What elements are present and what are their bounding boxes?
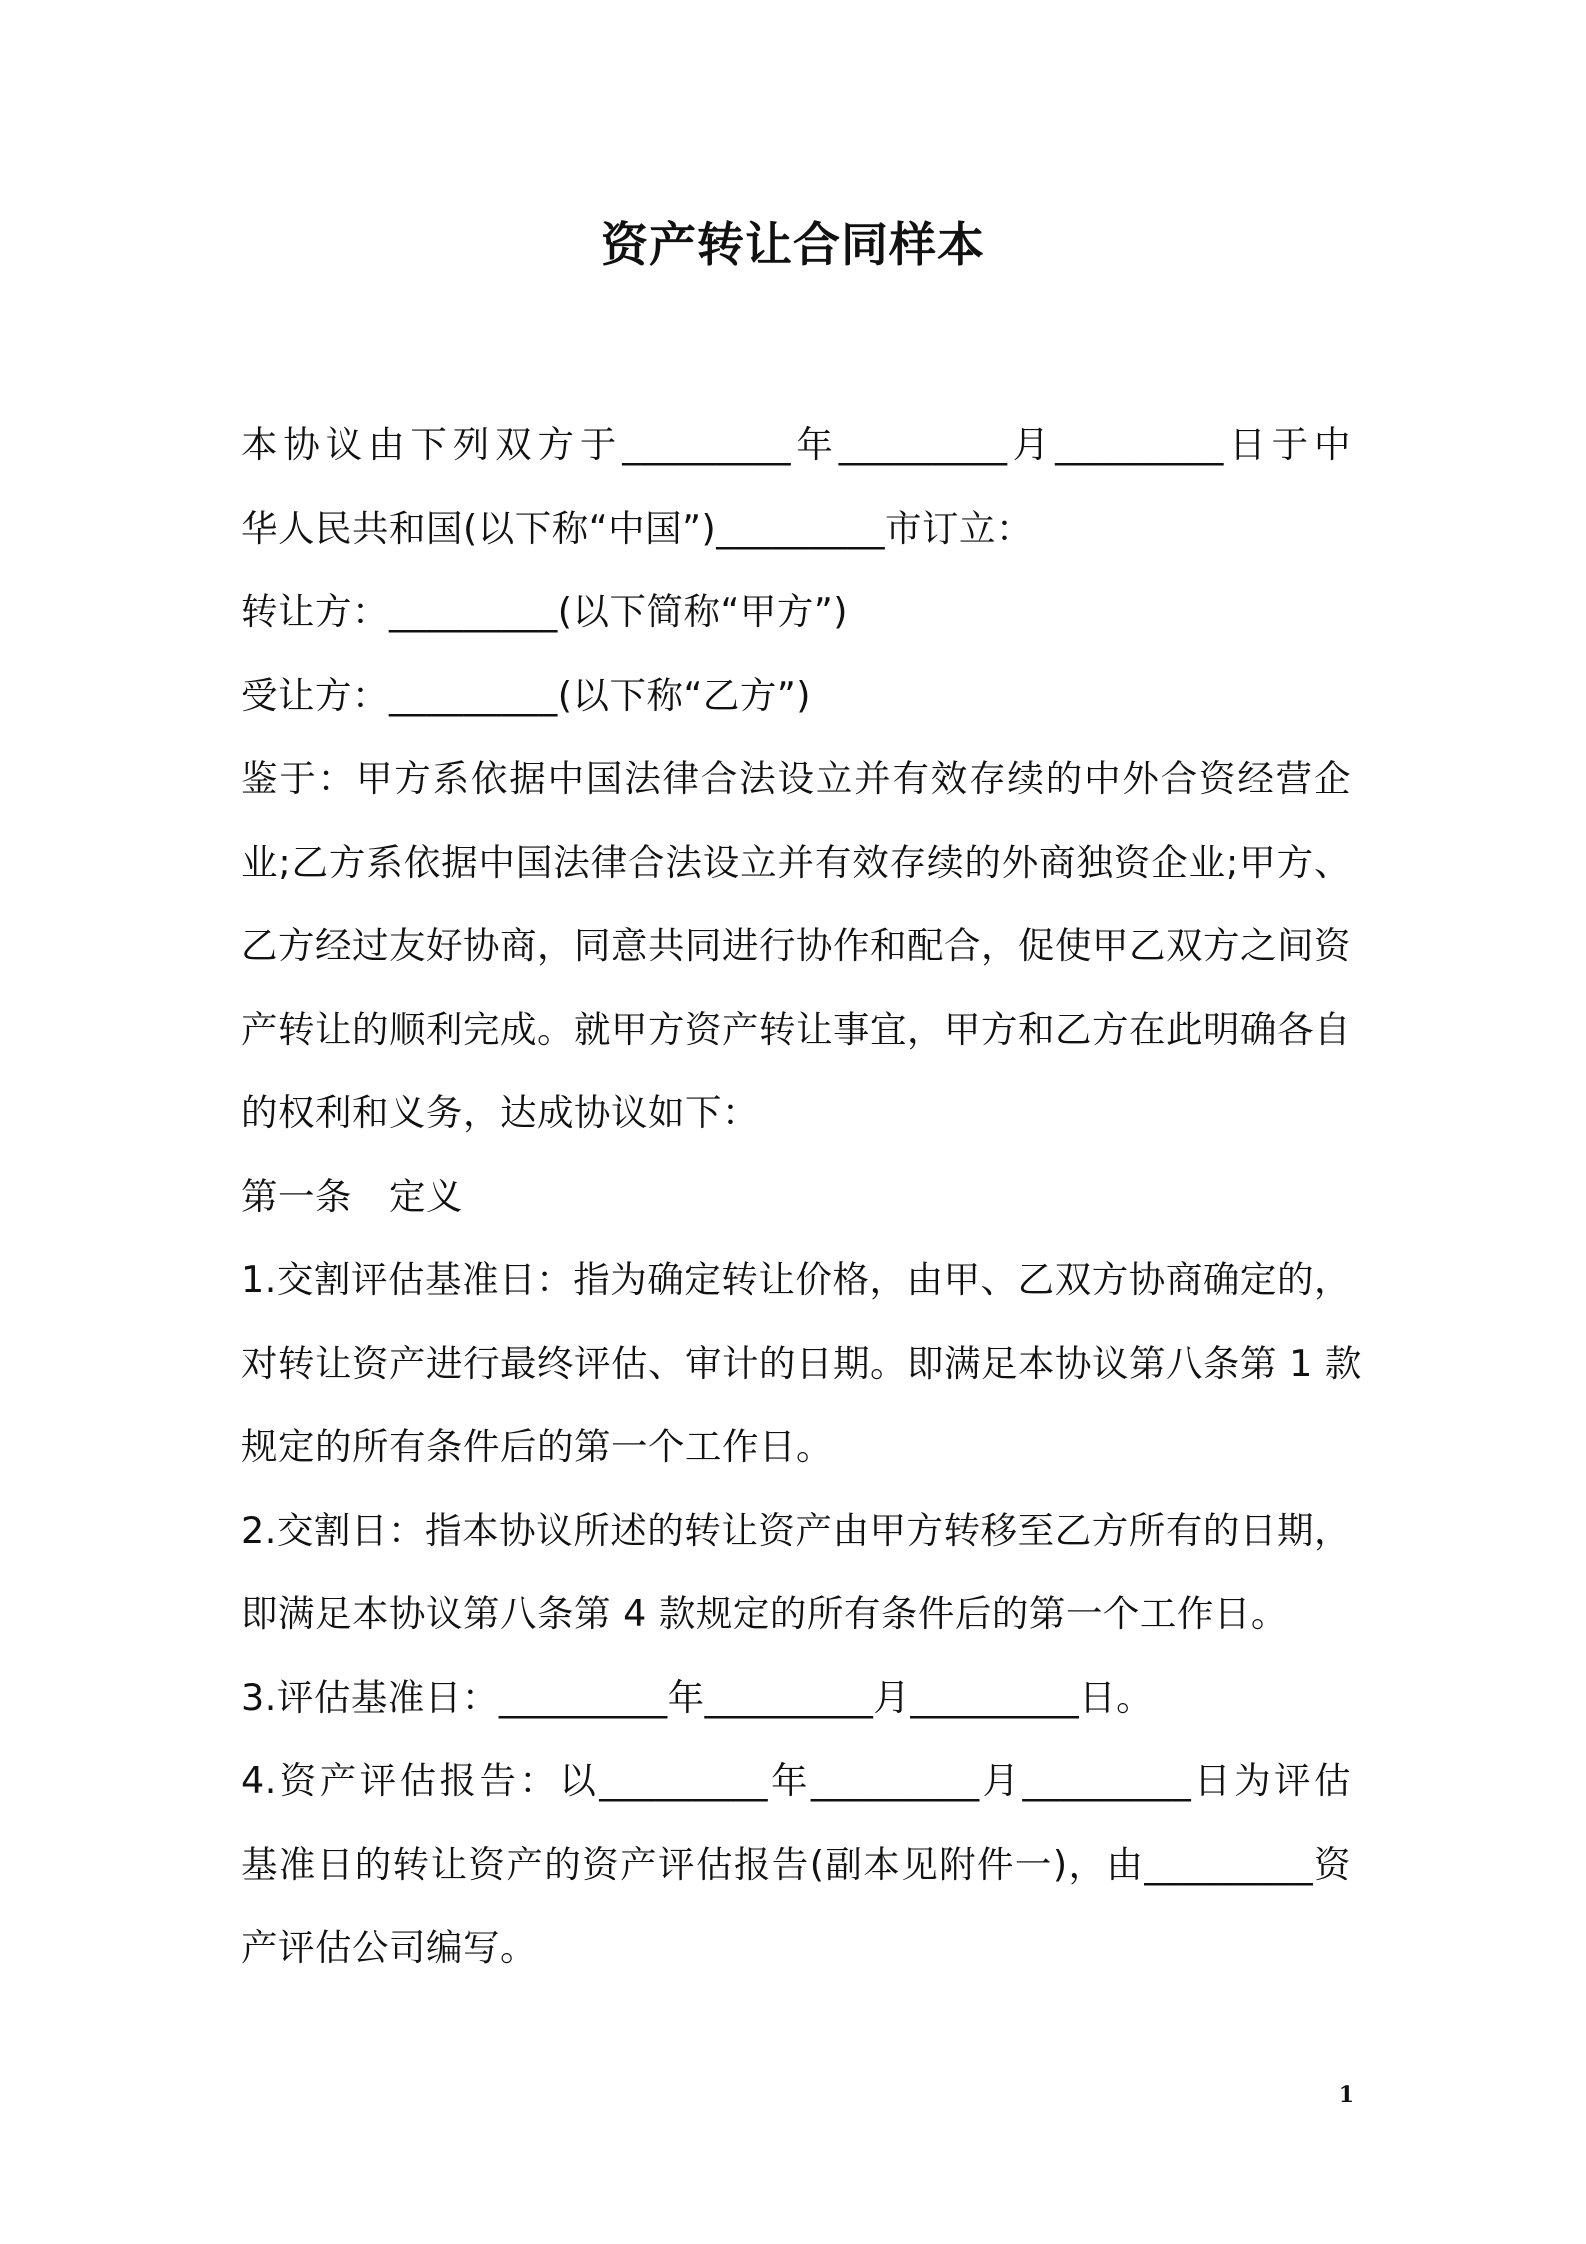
paragraph-line: 2.交割日：指本协议所述的转让资产由甲方转移至乙方所有的日期， (241, 1508, 1351, 1552)
section-heading: 第一条 定义 (241, 1174, 463, 1218)
page-number: 1 (1338, 2082, 1354, 2108)
document-title: 资产转让合同样本 (601, 218, 985, 273)
paragraph-line: 规定的所有条件后的第一个工作日。 (241, 1425, 833, 1468)
paragraph-line: 本协议由下列双方于_________年_________月_________日于中 (241, 423, 1351, 466)
paragraph-line: 受让方：_________(以下称“乙方”) (241, 673, 812, 717)
document-body (241, 403, 1362, 1990)
paragraph-line: 对转让资产进行最终评估、审计的日期。即满足本协议第八条第 1 款 (241, 1341, 1362, 1385)
paragraph-line: 华人民共和国(以下称“中国”)_________市订立： (241, 506, 1034, 550)
paragraph-line: 转让方：_________(以下简称“甲方”) (241, 590, 849, 633)
paragraph-line: 的权利和义务，达成协议如下： (241, 1091, 759, 1134)
paragraph-line: 鉴于：甲方系依据中国法律合法设立并有效存续的中外合资经营企 (241, 757, 1351, 800)
paragraph-line: 产转让的顺利完成。就甲方资产转让事宜，甲方和乙方在此明确各自 (241, 1007, 1351, 1051)
paragraph-line: 即满足本协议第八条第 4 款规定的所有条件后的第一个工作日。 (241, 1592, 1288, 1635)
paragraph-line: 4.资产评估报告：以_________年_________月_________日为评估 (241, 1759, 1351, 1802)
paragraph-line: 业;乙方系依据中国法律合法设立并有效存续的外商独资企业;甲方、 (241, 840, 1351, 884)
paragraph-line: 1.交割评估基准日：指为确定转让价格，由甲、乙双方协商确定的， (241, 1258, 1351, 1301)
paragraph-line: 基准日的转让资产的资产评估报告(副本见附件一)，由_________资 (241, 1842, 1351, 1886)
paragraph-line: 产评估公司编写。 (241, 1926, 537, 1969)
paragraph-line: 乙方经过友好协商，同意共同进行协作和配合，促使甲乙双方之间资 (241, 924, 1351, 967)
paragraph-line: 3.评估基准日：_________年_________月_________日。 (241, 1675, 1154, 1719)
